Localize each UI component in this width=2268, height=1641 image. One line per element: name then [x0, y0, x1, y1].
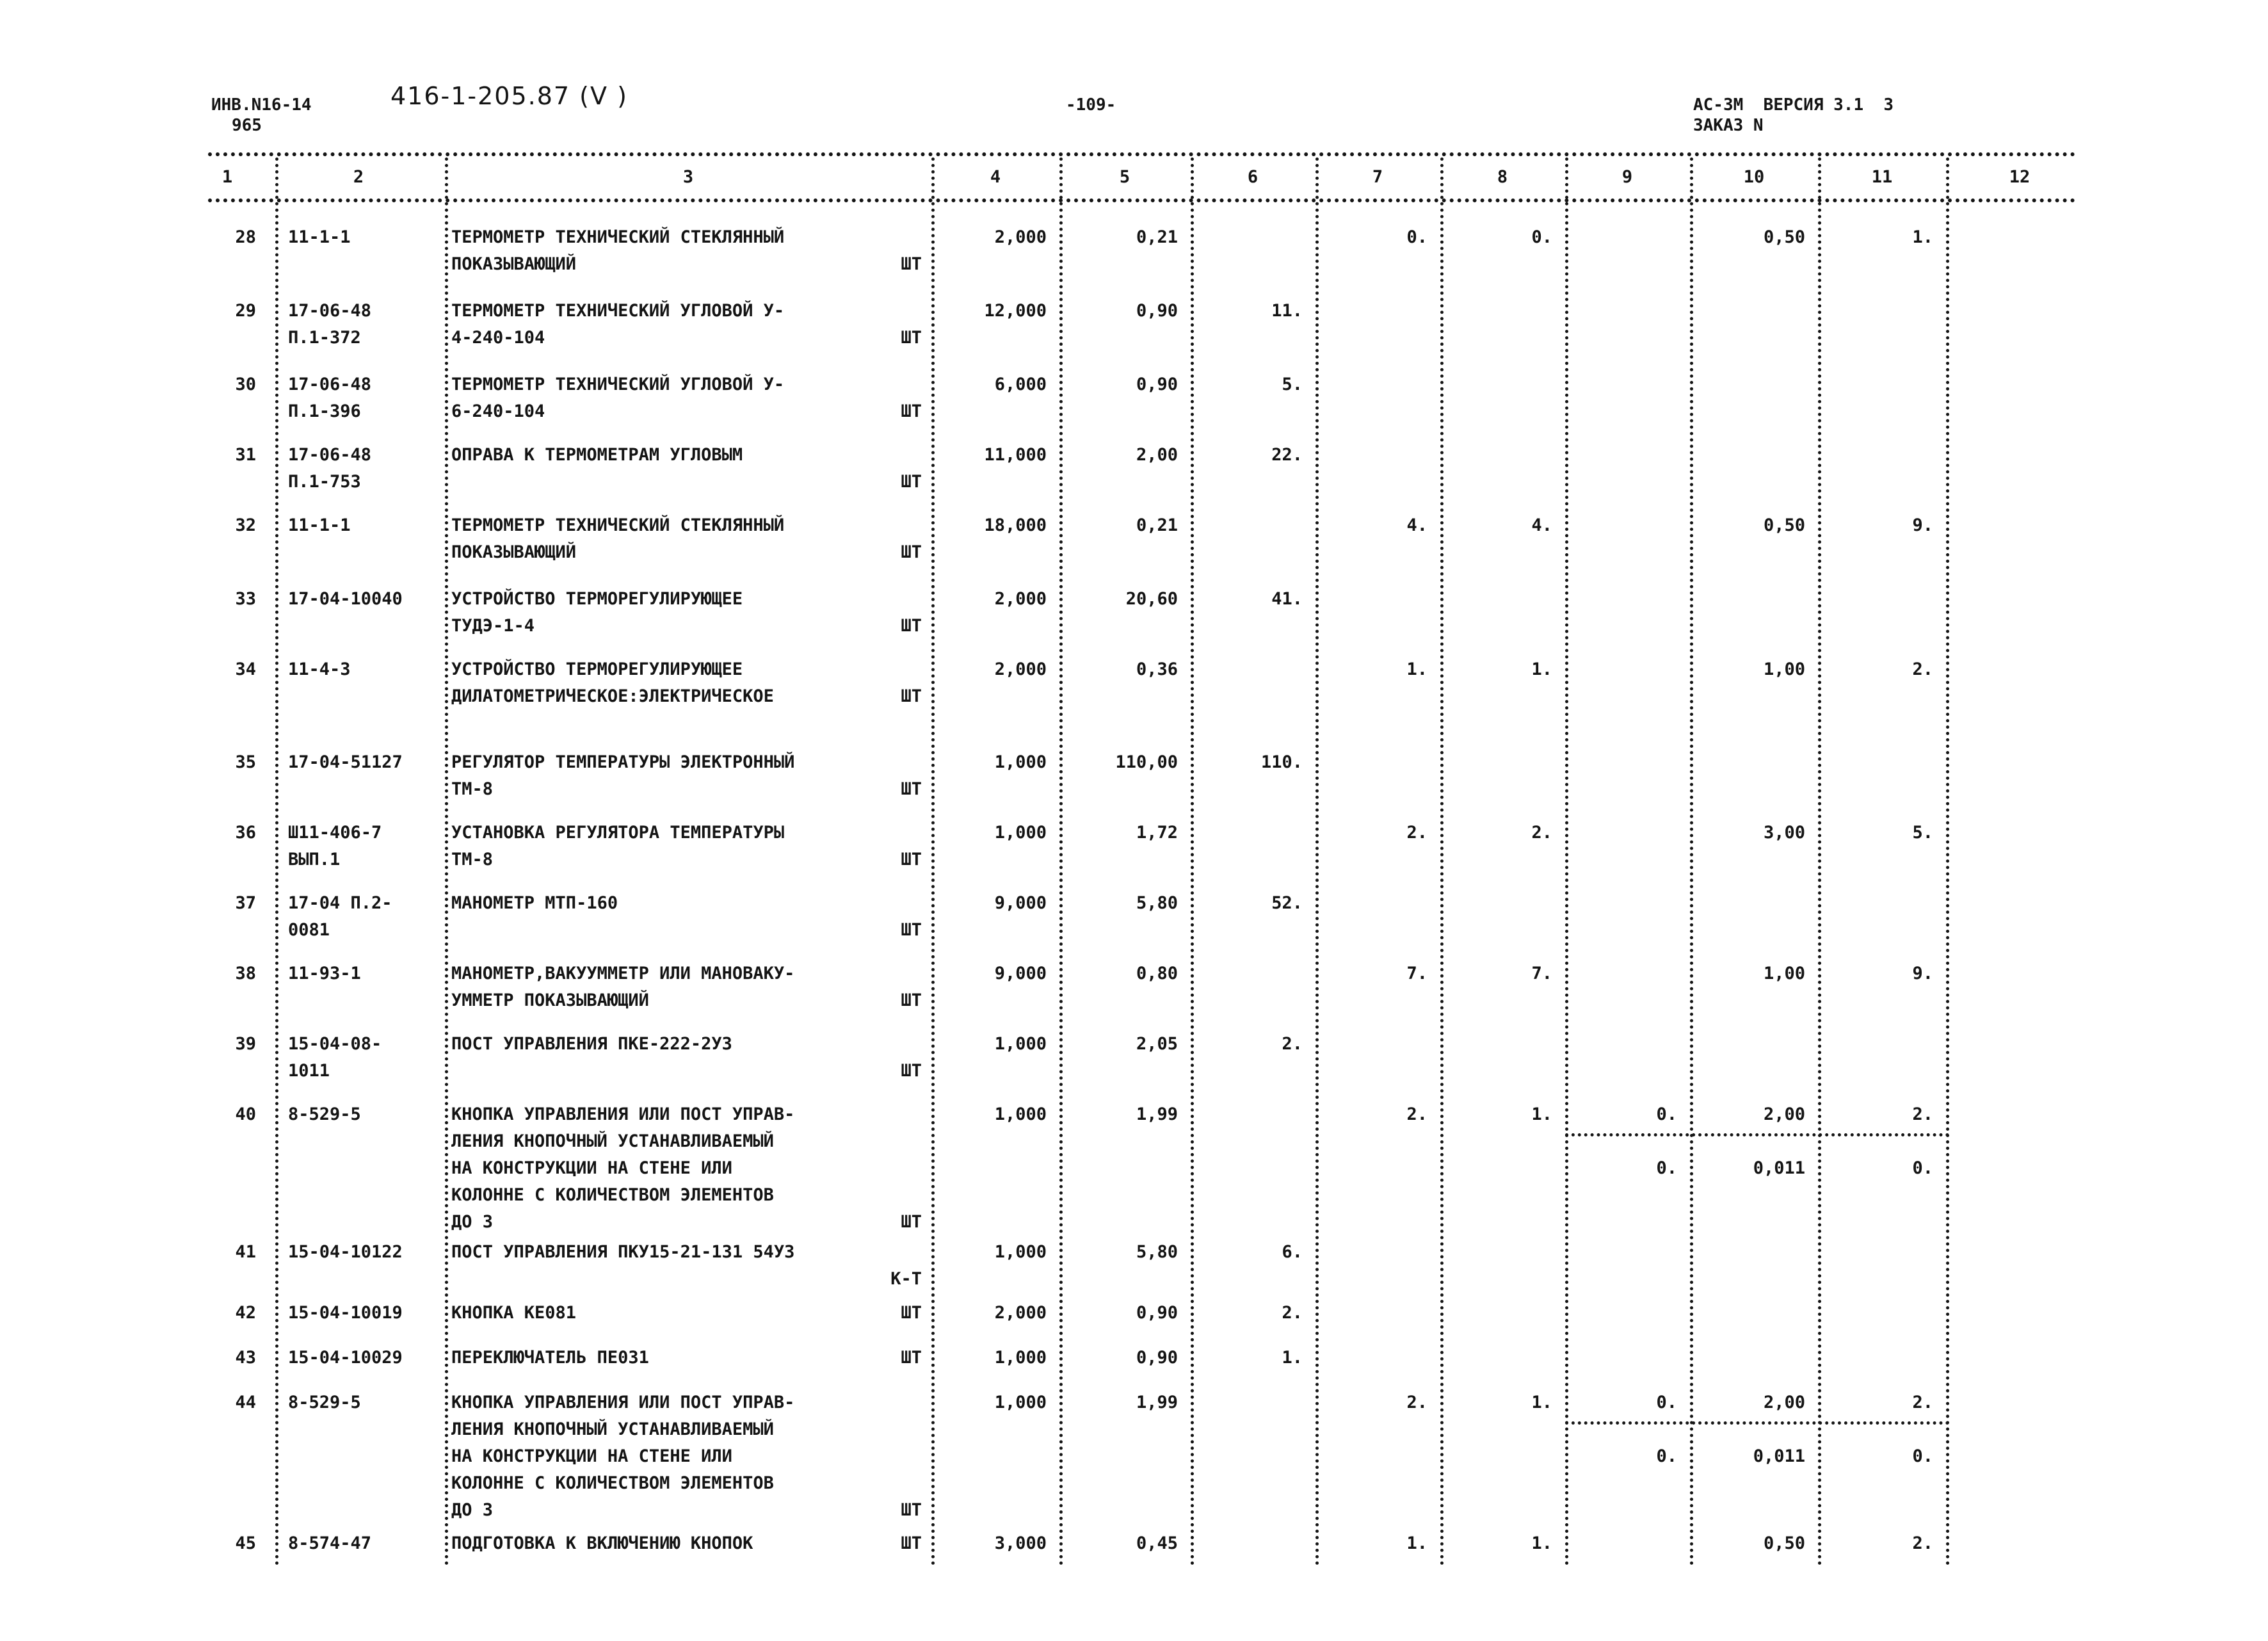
row-description: 4-240-104 — [451, 328, 545, 348]
row-number: 38 — [235, 964, 256, 983]
row-value-c11: 5. — [1912, 823, 1933, 843]
row-value-c10: 2,00 — [1763, 1104, 1805, 1124]
column-header-11: 11 — [1871, 167, 1893, 187]
row-value-c4: 2,000 — [994, 589, 1047, 609]
order-label: ЗАКАЗ N — [1693, 116, 1764, 135]
row-number: 33 — [235, 589, 256, 609]
row-unit: ШТ — [901, 1061, 922, 1081]
row-description: ДО 3 — [451, 1212, 494, 1232]
row-number: 39 — [235, 1034, 256, 1054]
column-separator — [1818, 158, 1821, 1566]
row-value-c7: 4. — [1406, 515, 1428, 535]
column-header-10: 10 — [1743, 167, 1765, 187]
row-value-c8: 0. — [1531, 227, 1552, 247]
row-value-c7: 1. — [1406, 659, 1428, 679]
row-value-c6: 41. — [1271, 589, 1303, 609]
row-value-c5: 0,90 — [1136, 375, 1178, 394]
row-value-c5: 1,72 — [1136, 823, 1178, 843]
row-value-c4: 9,000 — [994, 893, 1047, 913]
column-separator — [1315, 158, 1319, 1566]
row-description: КНОПКА УПРАВЛЕНИЯ ИЛИ ПОСТ УПРАВ- — [451, 1104, 795, 1124]
row-value-c6: 2. — [1282, 1303, 1303, 1323]
column-header-8: 8 — [1497, 167, 1508, 187]
row-description: КНОПКА КЕ081 — [451, 1303, 577, 1323]
row-value-c5: 110,00 — [1115, 752, 1178, 772]
row-number: 45 — [235, 1533, 256, 1553]
row-value-c11: 1. — [1912, 227, 1933, 247]
row-number: 43 — [235, 1348, 256, 1368]
row-unit: ШТ — [901, 779, 922, 799]
row-unit: ШТ — [901, 1303, 922, 1323]
row-code: 0081 — [288, 920, 330, 940]
row-number: 34 — [235, 659, 256, 679]
column-separator — [445, 158, 448, 1566]
row-number: 37 — [235, 893, 256, 913]
row-value-c4: 1,000 — [994, 1242, 1047, 1262]
row-value-c8: 2. — [1531, 823, 1552, 843]
row-unit: ШТ — [901, 401, 922, 421]
row-value-c5: 0,90 — [1136, 1303, 1178, 1323]
row-value-c8: 1. — [1531, 1533, 1552, 1553]
column-separator — [275, 158, 278, 1566]
row-sub-value-c10: 0,011 — [1753, 1158, 1805, 1178]
row-description: ТЕРМОМЕТР ТЕХНИЧЕСКИЙ СТЕКЛЯННЫЙ — [451, 515, 785, 535]
row-description: МАНОМЕТР МТП-160 — [451, 893, 618, 913]
row-code: 11-1-1 — [288, 227, 351, 247]
row-value-c6: 5. — [1282, 375, 1303, 394]
row-code: П.1-372 — [288, 328, 361, 348]
row-value-c6: 6. — [1282, 1242, 1303, 1262]
row-unit: ШТ — [901, 850, 922, 869]
row-unit: ШТ — [901, 1212, 922, 1232]
row-value-c10: 0,50 — [1763, 515, 1805, 535]
row-value-c6: 11. — [1271, 301, 1303, 321]
row-description: ТЕРМОМЕТР ТЕХНИЧЕСКИЙ УГЛОВОЙ У- — [451, 301, 785, 321]
row-code: 8-529-5 — [288, 1393, 361, 1412]
row-value-c6: 1. — [1282, 1348, 1303, 1368]
row-code: 15-04-10029 — [288, 1348, 403, 1368]
row-unit: К-Т — [890, 1269, 922, 1289]
row-value-c5: 0,45 — [1136, 1533, 1178, 1553]
column-separator — [1059, 158, 1063, 1566]
column-header-9: 9 — [1621, 167, 1633, 187]
row-description: ТЕРМОМЕТР ТЕХНИЧЕСКИЙ СТЕКЛЯННЫЙ — [451, 227, 785, 247]
row-number: 32 — [235, 515, 256, 535]
column-separator — [1690, 158, 1693, 1566]
row-description: КОЛОННЕ С КОЛИЧЕСТВОМ ЭЛЕМЕНТОВ — [451, 1185, 774, 1205]
row-value-c5: 0,90 — [1136, 1348, 1178, 1368]
column-separator — [1191, 158, 1194, 1566]
row-description: УММЕТР ПОКАЗЫВАЮЩИЙ — [451, 990, 649, 1010]
row-value-c4: 3,000 — [994, 1533, 1047, 1553]
row-unit: ШТ — [901, 920, 922, 940]
row-description: УСТРОЙСТВО ТЕРМОРЕГУЛИРУЮЩЕЕ — [451, 659, 743, 679]
row-description: ТЕРМОМЕТР ТЕХНИЧЕСКИЙ УГЛОВОЙ У- — [451, 375, 785, 394]
row-description: ТУДЭ-1-4 — [451, 616, 535, 636]
row-value-c8: 1. — [1531, 659, 1552, 679]
row-code: Ш11-406-7 — [288, 823, 382, 843]
table-top-rule — [208, 152, 2076, 156]
inv-number: ИНВ.N16-14 — [211, 95, 312, 115]
row-value-c4: 1,000 — [994, 1393, 1047, 1412]
row-value-c4: 1,000 — [994, 1348, 1047, 1368]
row-value-c11: 2. — [1912, 659, 1933, 679]
row-number: 35 — [235, 752, 256, 772]
row-value-c10: 1,00 — [1763, 659, 1805, 679]
row-sub-value-c10: 0,011 — [1753, 1446, 1805, 1466]
row-code: 17-04-10040 — [288, 589, 403, 609]
row-code: 8-529-5 — [288, 1104, 361, 1124]
row-value-c8: 4. — [1531, 515, 1552, 535]
row-value-c4: 11,000 — [984, 445, 1047, 465]
row-value-c5: 0,36 — [1136, 659, 1178, 679]
row-value-c6: 52. — [1271, 893, 1303, 913]
subtotal-rule — [1565, 1421, 1949, 1425]
page-number: -109- — [1066, 95, 1116, 115]
row-value-c10: 0,50 — [1763, 1533, 1805, 1553]
row-value-c4: 12,000 — [984, 301, 1047, 321]
row-value-c6: 22. — [1271, 445, 1303, 465]
row-unit: ШТ — [901, 472, 922, 492]
column-header-5: 5 — [1119, 167, 1130, 187]
row-value-c4: 2,000 — [994, 227, 1047, 247]
row-code: 15-04-10122 — [288, 1242, 403, 1262]
column-header-7: 7 — [1372, 167, 1383, 187]
row-number: 41 — [235, 1242, 256, 1262]
row-value-c5: 1,99 — [1136, 1393, 1178, 1412]
row-value-c5: 5,80 — [1136, 893, 1178, 913]
row-unit: ШТ — [901, 616, 922, 636]
row-value-c10: 0,50 — [1763, 227, 1805, 247]
row-description: МАНОМЕТР,ВАКУУММЕТР ИЛИ МАНОВАКУ- — [451, 964, 795, 983]
row-code: 11-1-1 — [288, 515, 351, 535]
row-code: 15-04-10019 — [288, 1303, 403, 1323]
row-value-c11: 9. — [1912, 515, 1933, 535]
row-number: 29 — [235, 301, 256, 321]
row-description: УСТАНОВКА РЕГУЛЯТОРА ТЕМПЕРАТУРЫ — [451, 823, 785, 843]
row-description: КНОПКА УПРАВЛЕНИЯ ИЛИ ПОСТ УПРАВ- — [451, 1393, 795, 1412]
row-code: 17-04 П.2- — [288, 893, 392, 913]
column-header-12: 12 — [2009, 167, 2031, 187]
row-value-c11: 2. — [1912, 1104, 1933, 1124]
row-value-c11: 9. — [1912, 964, 1933, 983]
row-value-c5: 0,21 — [1136, 515, 1178, 535]
row-unit: ШТ — [901, 1500, 922, 1520]
row-value-c7: 2. — [1406, 823, 1428, 843]
row-description: ТМ-8 — [451, 779, 494, 799]
row-value-c4: 2,000 — [994, 1303, 1047, 1323]
row-description: НА КОНСТРУКЦИИ НА СТЕНЕ ИЛИ — [451, 1158, 732, 1178]
row-value-c4: 1,000 — [994, 752, 1047, 772]
column-header-3: 3 — [682, 167, 694, 187]
row-description: КОЛОННЕ С КОЛИЧЕСТВОМ ЭЛЕМЕНТОВ — [451, 1473, 774, 1493]
row-unit: ШТ — [901, 328, 922, 348]
row-code: 11-4-3 — [288, 659, 351, 679]
row-sub-value-c11: 0. — [1912, 1158, 1933, 1178]
row-number: 40 — [235, 1104, 256, 1124]
row-sub-value-c9: 0. — [1656, 1158, 1677, 1178]
row-code: 15-04-08- — [288, 1034, 382, 1054]
row-value-c7: 0. — [1406, 227, 1428, 247]
row-description: ПОКАЗЫВАЮЩИЙ — [451, 254, 577, 274]
row-code: 17-04-51127 — [288, 752, 403, 772]
row-code: 17-06-48 — [288, 445, 372, 465]
row-description: ТМ-8 — [451, 850, 494, 869]
row-value-c8: 1. — [1531, 1104, 1552, 1124]
row-value-c4: 9,000 — [994, 964, 1047, 983]
row-code: П.1-753 — [288, 472, 361, 492]
column-separator — [931, 158, 935, 1566]
column-separator — [1565, 158, 1568, 1566]
row-unit: ШТ — [901, 1348, 922, 1368]
row-value-c8: 7. — [1531, 964, 1552, 983]
row-value-c4: 1,000 — [994, 1034, 1047, 1054]
row-code: 11-93-1 — [288, 964, 361, 983]
row-value-c4: 6,000 — [994, 375, 1047, 394]
row-code: 8-574-47 — [288, 1533, 372, 1553]
row-unit: ШТ — [901, 990, 922, 1010]
header-bottom-rule — [208, 198, 2076, 202]
row-number: 30 — [235, 375, 256, 394]
row-code: 17-06-48 — [288, 301, 372, 321]
row-number: 31 — [235, 445, 256, 465]
row-sub-value-c11: 0. — [1912, 1446, 1933, 1466]
column-header-4: 4 — [990, 167, 1001, 187]
row-number: 28 — [235, 227, 256, 247]
row-number: 44 — [235, 1393, 256, 1412]
row-value-c10: 2,00 — [1763, 1393, 1805, 1412]
row-value-c9: 0. — [1656, 1104, 1677, 1124]
row-value-c8: 1. — [1531, 1393, 1552, 1412]
row-unit: ШТ — [901, 1533, 922, 1553]
row-value-c7: 7. — [1406, 964, 1428, 983]
row-description: ПОСТ УПРАВЛЕНИЯ ПКЕ-222-2У3 — [451, 1034, 732, 1054]
row-value-c7: 2. — [1406, 1393, 1428, 1412]
row-code: ВЫП.1 — [288, 850, 341, 869]
row-value-c4: 1,000 — [994, 823, 1047, 843]
row-value-c11: 2. — [1912, 1533, 1933, 1553]
row-code: П.1-396 — [288, 401, 361, 421]
row-value-c5: 2,00 — [1136, 445, 1178, 465]
row-value-c5: 0,90 — [1136, 301, 1178, 321]
column-separator — [1946, 158, 1949, 1566]
row-value-c7: 2. — [1406, 1104, 1428, 1124]
row-unit: ШТ — [901, 542, 922, 562]
row-description: ДИЛАТОМЕТРИЧЕСКОЕ:ЭЛЕКТРИЧЕСКОЕ — [451, 686, 774, 706]
inv-number-line2: 965 — [232, 116, 262, 135]
row-value-c4: 2,000 — [994, 659, 1047, 679]
row-code: 1011 — [288, 1061, 330, 1081]
column-header-6: 6 — [1247, 167, 1259, 187]
row-value-c5: 1,99 — [1136, 1104, 1178, 1124]
row-value-c5: 20,60 — [1125, 589, 1178, 609]
subtotal-rule — [1565, 1133, 1949, 1136]
row-description: ДО 3 — [451, 1500, 494, 1520]
row-number: 36 — [235, 823, 256, 843]
row-value-c9: 0. — [1656, 1393, 1677, 1412]
row-value-c6: 2. — [1282, 1034, 1303, 1054]
row-value-c5: 5,80 — [1136, 1242, 1178, 1262]
column-header-2: 2 — [353, 167, 364, 187]
row-value-c11: 2. — [1912, 1393, 1933, 1412]
program-version: АС-ЗМ ВЕРСИЯ 3.1 3 — [1693, 95, 1894, 115]
row-description: ЛЕНИЯ КНОПОЧНЫЙ УСТАНАВЛИВАЕМЫЙ — [451, 1131, 774, 1151]
row-value-c6: 110. — [1260, 752, 1303, 772]
row-description: ПОСТ УПРАВЛЕНИЯ ПКУ15-21-131 54У3 — [451, 1242, 795, 1262]
row-unit: ШТ — [901, 254, 922, 274]
handwritten-project-code: 416-1-205.87 (V ) — [390, 82, 628, 110]
row-description: ПОДГОТОВКА К ВКЛЮЧЕНИЮ КНОПОК — [451, 1533, 753, 1553]
column-header-1: 1 — [221, 167, 233, 187]
row-value-c7: 1. — [1406, 1533, 1428, 1553]
row-description: НА КОНСТРУКЦИИ НА СТЕНЕ ИЛИ — [451, 1446, 732, 1466]
row-value-c5: 0,80 — [1136, 964, 1178, 983]
column-separator — [1440, 158, 1444, 1566]
row-sub-value-c9: 0. — [1656, 1446, 1677, 1466]
row-description: ЛЕНИЯ КНОПОЧНЫЙ УСТАНАВЛИВАЕМЫЙ — [451, 1419, 774, 1439]
row-code: 17-06-48 — [288, 375, 372, 394]
row-description: ПЕРЕКЛЮЧАТЕЛЬ ПЕ031 — [451, 1348, 649, 1368]
row-value-c10: 1,00 — [1763, 964, 1805, 983]
row-value-c5: 0,21 — [1136, 227, 1178, 247]
row-description: УСТРОЙСТВО ТЕРМОРЕГУЛИРУЮЩЕЕ — [451, 589, 743, 609]
row-number: 42 — [235, 1303, 256, 1323]
row-description: РЕГУЛЯТОР ТЕМПЕРАТУРЫ ЭЛЕКТРОННЫЙ — [451, 752, 795, 772]
row-description: 6-240-104 — [451, 401, 545, 421]
row-value-c10: 3,00 — [1763, 823, 1805, 843]
row-description: ПОКАЗЫВАЮЩИЙ — [451, 542, 577, 562]
row-value-c5: 2,05 — [1136, 1034, 1178, 1054]
row-description: ОПРАВА К ТЕРМОМЕТРАМ УГЛОВЫМ — [451, 445, 743, 465]
row-value-c4: 1,000 — [994, 1104, 1047, 1124]
row-unit: ШТ — [901, 686, 922, 706]
row-value-c4: 18,000 — [984, 515, 1047, 535]
